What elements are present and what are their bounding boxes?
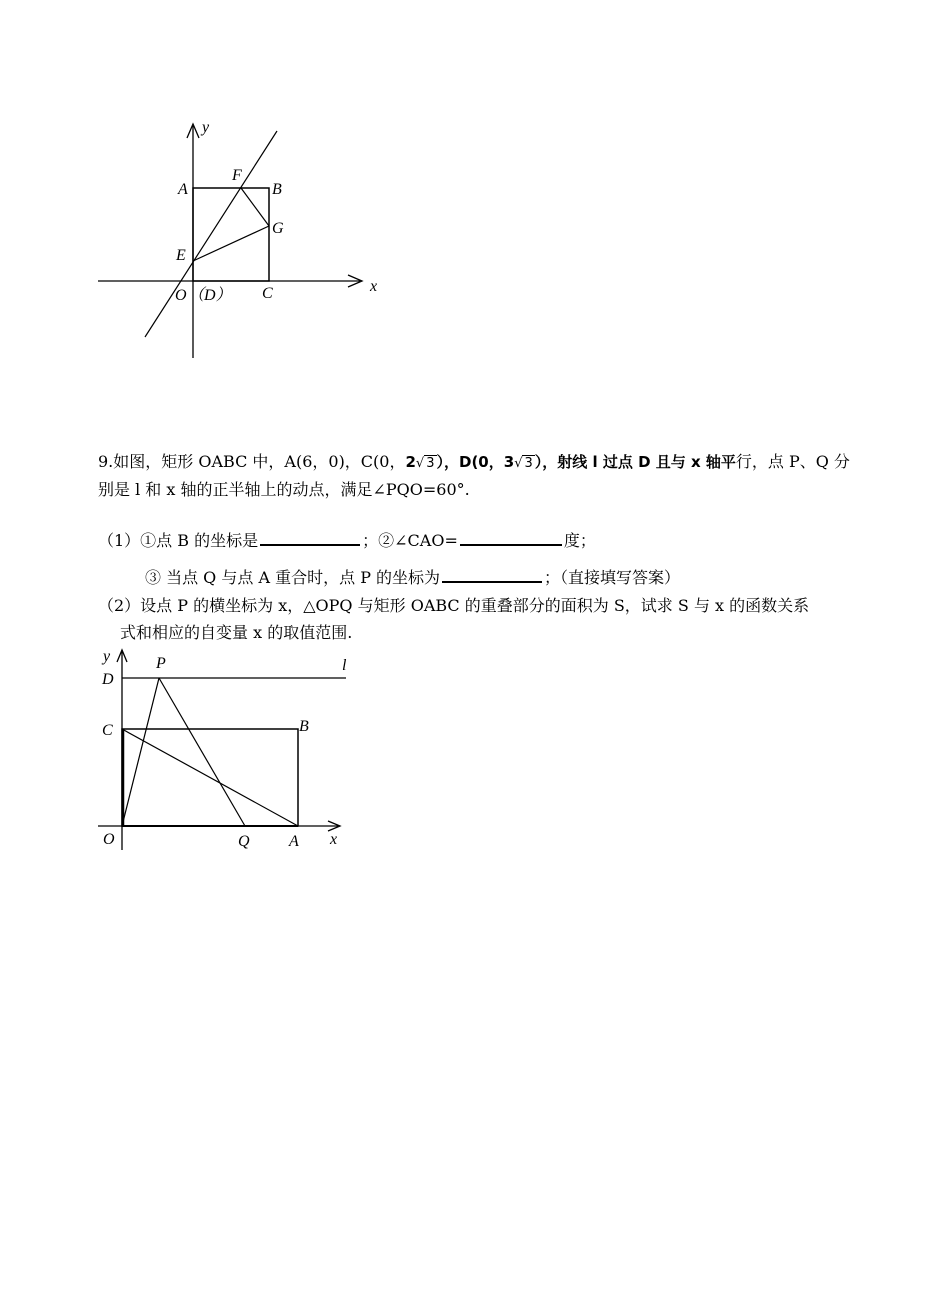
answer-blank-angle-cao[interactable]	[460, 528, 562, 546]
label-b: B	[299, 718, 309, 735]
label-x: x	[330, 831, 338, 848]
problem9-intro-line2: 别是 l 和 x 轴的正半轴上的动点，满足∠PQO=60°.	[98, 480, 470, 499]
intro-part4: 行，点 P、Q 分	[735, 452, 850, 471]
segment-pq	[159, 678, 245, 826]
x-axis-arrow	[328, 821, 340, 831]
radicand-c: 3	[426, 456, 435, 471]
label-e: E	[176, 247, 186, 264]
label-b: B	[272, 181, 282, 198]
label-y: y	[202, 119, 210, 136]
label-d: D	[102, 671, 114, 688]
q1-separator: ；②∠CAO=	[362, 531, 458, 550]
problem9-intro-line1	[98, 450, 850, 476]
label-x: x	[370, 278, 378, 295]
label-a: A	[178, 181, 188, 198]
q1-suffix: 度；	[563, 531, 596, 550]
label-o: O	[103, 831, 115, 848]
q1-3-suffix: ；（直接填写答案）	[544, 568, 681, 587]
question2-line2: 式和相应的自变量 x 的取值范围.	[120, 623, 353, 642]
answer-blank-p-coordinates[interactable]	[442, 565, 542, 583]
question2-line1: （2）设点 P 的横坐标为 x，△OPQ 与矩形 OABC 的重叠部分的面积为 S，试求 S 与 x 的函数关系	[98, 596, 810, 615]
q1-3-prefix: ③ 当点 Q 与点 A 重合时，点 P 的坐标为	[145, 568, 441, 587]
label-g: G	[272, 220, 284, 237]
label-l: l	[342, 657, 347, 674]
question1-part3-line	[145, 565, 680, 590]
label-q: Q	[238, 833, 250, 850]
label-p: P	[156, 655, 166, 672]
figure-square-with-line	[0, 0, 950, 420]
answer-blank-b-coordinates[interactable]	[260, 528, 360, 546]
label-a: A	[289, 833, 299, 850]
intro-part2: ），D(0，	[436, 453, 504, 471]
line-through-e-f	[145, 131, 277, 337]
question1-line	[98, 528, 596, 553]
q1-prefix: （1）①点 B 的坐标是	[98, 531, 259, 550]
rectangle-oabc	[122, 729, 298, 826]
label-c: C	[102, 722, 113, 739]
sqrt-d: √ 3	[514, 456, 533, 471]
label-c: C	[262, 285, 273, 302]
segment-op	[122, 678, 159, 826]
y-axis-arrow	[117, 650, 127, 662]
segment-fg	[241, 188, 269, 226]
radicand-d: 3	[524, 456, 533, 471]
label-f: F	[232, 167, 242, 184]
label-d: （D）	[188, 287, 232, 304]
intro-part3: ），射线 l 过点 D 且与 x 轴平	[534, 453, 736, 471]
label-y: y	[103, 648, 111, 665]
intro-part1: 9.如图，矩形 OABC 中，A(6，0)，C(0，	[98, 452, 406, 471]
diagonal-ca	[122, 729, 298, 826]
c-coefficient: 2	[405, 453, 416, 471]
label-o: O	[175, 287, 187, 304]
d-coefficient: 3	[503, 453, 515, 471]
sqrt-c: √ 3	[415, 456, 435, 471]
